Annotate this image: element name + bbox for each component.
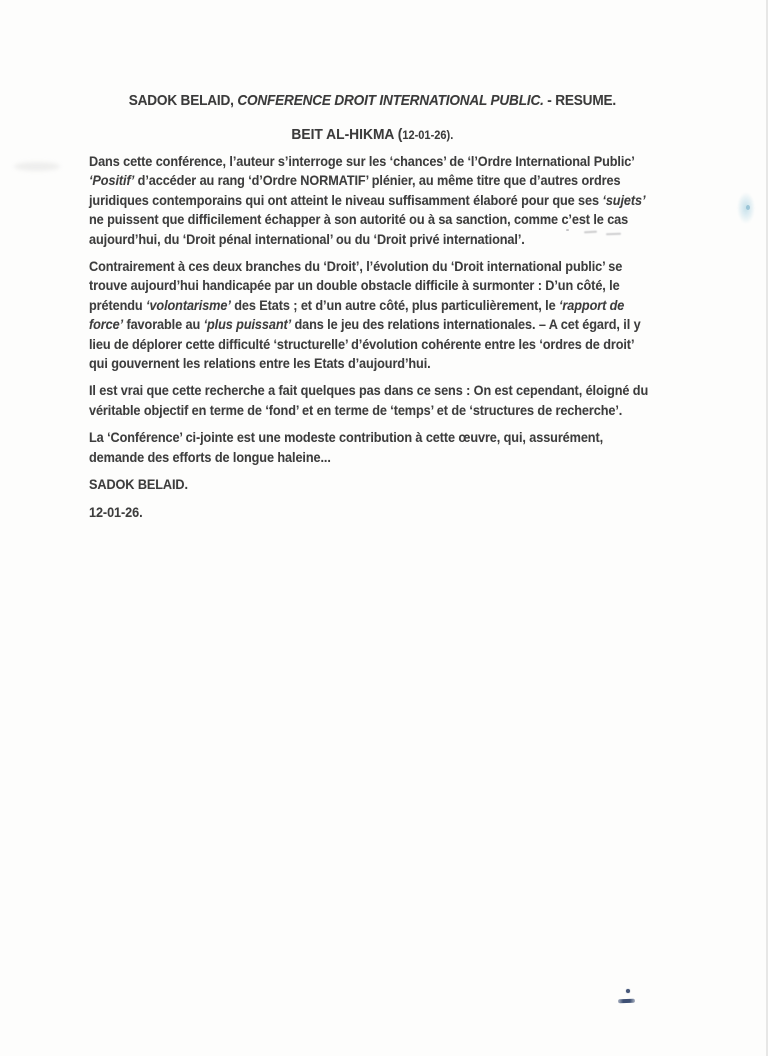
paragraph-2: Contrairement à ces deux branches du ‘Droit’, l’évolution du ‘Droit international public’ se trouve aujourd’hui handicapée par un double obstacle difficile à surmonter : D’un côté, le prétendu ‘volontarisme’ des Etats ; et d’un autre côté, plus particulièrement, le ‘rapport de force’ favorable au ‘plus puissant’ dans le jeu des relations internationales. – A cet égard, il y lieu de déplorer cette difficulté ‘structurelle’ d’évolution cohérente entre les ‘ordres de droit’ qui gouvernent les relations entre les Etats d’aujourd’hui.: [89, 259, 641, 372]
blue-ink-speck: [737, 192, 755, 224]
paragraph-3: Il est vrai que cette recherche a fait quelques pas dans ce sens : On est cependant, éloigné du véritable objectif en terme de ‘fond’ et en terme de ‘temps’ et de ‘structures de recherche’.: [89, 383, 649, 418]
title-author: SADOK BELAID,: [128, 93, 238, 109]
signature-line: SADOK BELAID.: [89, 477, 188, 493]
ink-scribble-mark: [618, 999, 635, 1004]
date-line: 12-01-26.: [89, 504, 143, 520]
blue-ink-speck-dot: [746, 205, 750, 210]
subtitle-venue: BEIT AL-HIKMA (: [291, 126, 403, 143]
title-suffix: - RESUME.: [543, 93, 616, 109]
document-content: [89, 92, 656, 530]
scan-smudge: [14, 162, 60, 171]
paragraph-1: Dans cette conférence, l’auteur s’interroge sur les ‘chances’ de ‘l’Ordre International Public’ ‘Positif’ d’accéder au rang ‘d’Ordre NORMATIF’ plénier, au même titre que d’autres ordres juridiques contemporains qui ont atteint le niveau suffisamment élaboré pour que ses ‘sujets’ ne puissent que difficilement échapper à son autorité ou à sa sanction, comme c’est le cas aujourd’hui, du ‘Droit pénal international’ ou du ‘Droit privé international’.: [89, 154, 646, 247]
title-work: CONFERENCE DROIT INTERNATIONAL PUBLIC.: [237, 93, 544, 109]
paragraph-4: La ‘Conférence’ ci-jointe est une modeste contribution à cette œuvre, qui, assurément, demande des efforts de longue haleine...: [89, 430, 604, 465]
subtitle-date: 12-01-26).: [402, 128, 454, 142]
ink-dot-mark: [626, 989, 630, 993]
document-body: [89, 152, 656, 522]
document-title: [89, 92, 656, 110]
document-subtitle: [89, 126, 656, 144]
